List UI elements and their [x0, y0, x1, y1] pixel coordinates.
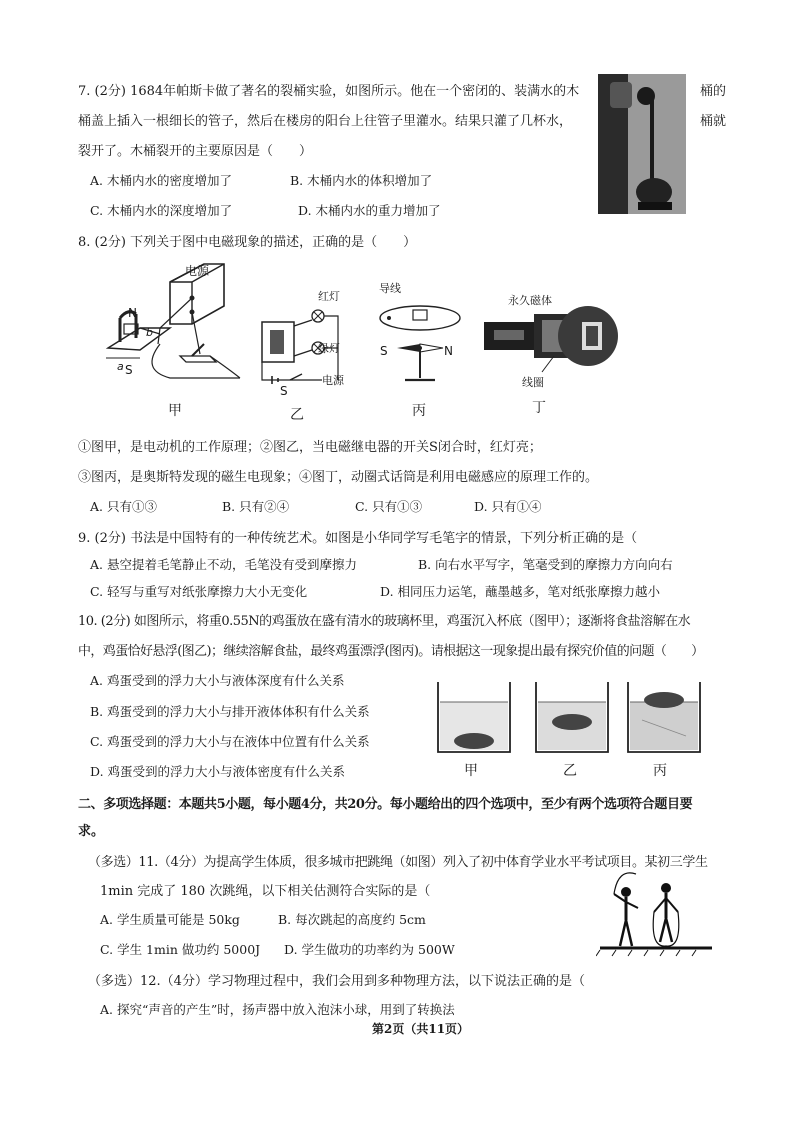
q8-ding-magnet-label: 永久磁体: [508, 294, 552, 307]
q7-option-a: A. 木桶内水的密度增加了: [90, 173, 232, 188]
q12-stem: （多选）12.（4分）学习物理过程中，我们会用到多种物理方法，以下说法正确的是（: [88, 974, 585, 989]
q7-option-c: C. 木桶内水的深度增加了: [90, 203, 233, 218]
q10-caption-yi: 乙: [563, 763, 577, 779]
q10-line2: 中，鸡蛋恰好悬浮(图乙)；继续溶解食盐，最终鸡蛋漂浮(图丙)。请根据这一现象提出最有探究价值的问题（ ）: [78, 644, 704, 659]
q8-caption-jia: 甲: [168, 403, 182, 419]
q8-caption-bing: 丙: [412, 403, 426, 419]
q8-jia-n-label: N: [128, 306, 137, 320]
q7-line2: 桶盖上插入一根细长的管子，然后在楼房的阳台上往管子里灌水。结果只灌了几杯水，: [78, 114, 573, 129]
q11-option-a: A. 学生质量可能是 50kg: [100, 912, 240, 927]
q11-line2: 1min 完成了 180 次跳绳，以下相关估测符合实际的是（: [100, 884, 431, 899]
q10-option-a: A. 鸡蛋受到的浮力大小与液体深度有什么关系: [90, 673, 345, 688]
q12-option-a: A. 探究“声音的产生”时，扬声器中放入泡沫小球，用到了转换法: [100, 1002, 455, 1017]
q8-statement-2: ③图丙，是奥斯特发现的磁生电现象；④图丁，动圈式话筒是利用电磁感应的原理工作的。: [78, 470, 599, 485]
q7-side-text-2: 桶就: [700, 114, 727, 129]
q8-caption-yi: 乙: [290, 407, 304, 423]
q10-caption-jia: 甲: [464, 763, 478, 779]
q8-yi-switch-label: S: [280, 384, 288, 398]
q8-yi-green-light-label: 绿灯: [318, 342, 340, 355]
section2-heading-line1: 二、多项选择题：本题共5小题，每小题4分，共20分。每小题给出的四个选项中，至少有两个选项符合题目要: [78, 797, 693, 812]
q10-line1: 10. (2分) 如图所示，将重0.55N的鸡蛋放在盛有清水的玻璃杯里，鸡蛋沉入杯底（图甲）；逐渐将食盐溶解在水: [78, 614, 691, 629]
q8-jia-power-label: 电源: [185, 264, 210, 278]
q8-statement-1: ①图甲，是电动机的工作原理；②图乙，当电磁继电器的开关S闭合时，红灯亮；: [78, 440, 542, 455]
q10-option-b: B. 鸡蛋受到的浮力大小与排开液体体积有什么关系: [90, 704, 370, 719]
q8-stem: 8. (2分) 下列关于图中电磁现象的描述，正确的是（ ）: [78, 235, 417, 250]
page-footer: 第2页（共11页）: [372, 1022, 470, 1036]
q11-option-b: B. 每次跳起的高度约 5cm: [278, 912, 426, 927]
section2-heading-line2: 求。: [78, 824, 105, 839]
q11-jump-rope-figure: [596, 868, 716, 958]
q8-yi-supply-label: 电源: [322, 374, 344, 387]
pascal-barrel-figure: [598, 74, 686, 214]
q8-option-c: C. 只有①③: [355, 499, 423, 514]
q8-figure-jia: [100, 258, 250, 416]
q8-figure-ding: [482, 300, 622, 380]
q9-option-a: A. 悬空提着毛笔静止不动，毛笔没有受到摩擦力: [90, 557, 357, 572]
q7-option-d: D. 木桶内水的重力增加了: [298, 203, 441, 218]
q11-option-d: D. 学生做功的功率约为 500W: [284, 942, 455, 957]
q8-option-b: B. 只有②④: [222, 499, 290, 514]
q10-caption-bing: 丙: [653, 763, 667, 779]
q7-line1: 7. (2分) 1684年帕斯卡做了著名的裂桶实验，如图所示。他在一个密闭的、装满水的木: [78, 84, 580, 99]
q8-jia-b-label: b: [146, 326, 153, 339]
q8-yi-red-light-label: 红灯: [318, 290, 340, 303]
q8-option-d: D. 只有①④: [474, 499, 542, 514]
q8-bing-n-label: N: [444, 344, 453, 358]
q9-option-d: D. 相同压力运笔，蘸墨越多，笔对纸张摩擦力越小: [380, 584, 661, 599]
q9-stem: 9. (2分) 书法是中国特有的一种传统艺术。如图是小华同学写毛笔字的情景，下列分析正确的是（: [78, 531, 638, 546]
q8-option-a: A. 只有①③: [90, 499, 157, 514]
q9-option-c: C. 轻写与重写对纸张摩擦力大小无变化: [90, 584, 308, 599]
q7-side-text-1: 桶的: [700, 84, 727, 99]
q10-figure-bing: [624, 680, 704, 756]
q10-option-c: C. 鸡蛋受到的浮力大小与在液体中位置有什么关系: [90, 734, 370, 749]
q8-ding-coil-label: 线圈: [522, 376, 544, 389]
q10-figure-yi: [532, 680, 612, 756]
q10-figure-jia: [434, 680, 514, 756]
q8-bing-wire-label: 导线: [379, 282, 401, 295]
q7-option-b: B. 木桶内水的体积增加了: [290, 173, 433, 188]
q11-option-c: C. 学生 1min 做功约 5000J: [100, 942, 261, 957]
q11-line1: （多选）11.（4分）为提高学生体质，很多城市把跳绳（如图）列入了初中体育学业水平考试项目。某初三学生: [88, 855, 708, 870]
q8-caption-ding: 丁: [532, 400, 546, 416]
q7-line3: 裂开了。木桶裂开的主要原因是（ ）: [78, 144, 313, 159]
q9-option-b: B. 向右水平写字，笔毫受到的摩擦力方向向右: [418, 557, 673, 572]
q8-bing-s-label: S: [380, 344, 388, 358]
q8-jia-s-label: S: [125, 363, 133, 377]
q10-option-d: D. 鸡蛋受到的浮力大小与液体密度有什么关系: [90, 764, 346, 779]
q8-jia-a-label: a: [117, 360, 124, 373]
q8-figure-bing: [375, 290, 465, 390]
